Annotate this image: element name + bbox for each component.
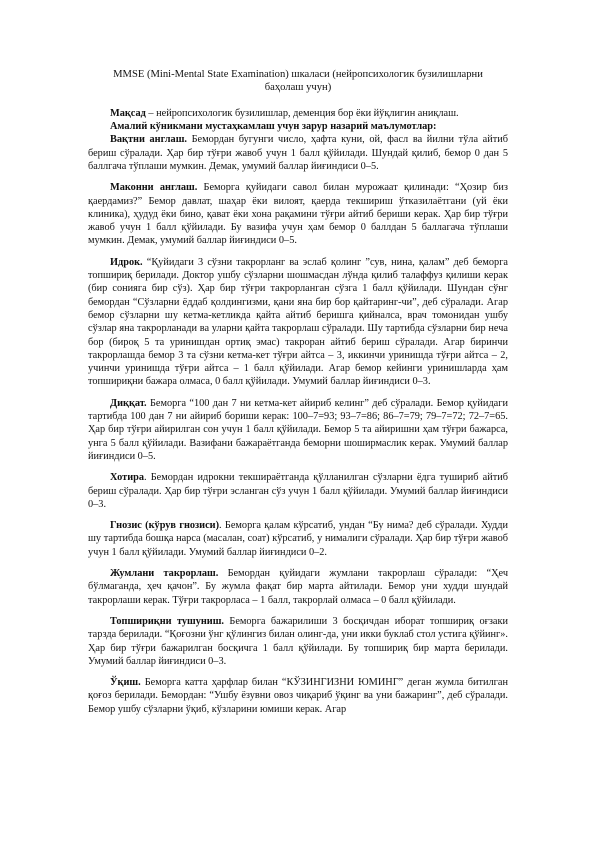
section-comprehension [88,615,508,668]
section-repetition [88,567,508,607]
section-text: Беморга “100 дан 7 ни кетма-кет айириб келинг” деб сўралади. Бемор қуйидаги тартибда 100 дан 7 ни айириб бориши керак: 100–7=93; 93–7=86; 86–7=79; 79–7=72; 72–7=65. Ҳар бир тўғри айирилган сон учун 1 балл қўйилади. Бемор 5 та айиришни ҳам тўғри бажарса, унга 5 балл қўйилади. Вазифани бажараётганда беморни шоширмаслик керак. Умумий баллар йиғиндиси 0–5. [88,397,508,462]
document-title: MMSE (Mini-Mental State Examination) шкаласи (нейропсихологик бузилишларни баҳолаш учун) [113,69,483,94]
section-heading: Гнозис (кўрув гнозиси) [110,520,220,532]
section-heading: Жумлани такрорлаш. [110,568,219,580]
purpose-text: – нейропсихологик бузилишлар, деменция бор ёки йўқлигин аниқлаш. [145,107,459,119]
section-text: Бемордан қуйидаги жумлани такрорлаш сўралади: “Ҳеч бўлмаганда, ҳеч қачон”. Бу жумла фақат бир марта айтилади. Бемор уни худди шундай такрорлаши керак. Тўғри такрорласа – 1 балл, такрорлай олмаса – 0 балл қўйилади. [88,568,508,606]
required-info-heading: Амалий кўникмани мустаҳкамлаш учун зарур назарий маълумотлар: [110,121,437,133]
section-heading: Топшириқни тушуниш. [110,615,225,627]
section-text: Беморга қуйидаги савол билан мурожаат қилинади: “Ҳозир биз қаердамиз?” Бемор давлат, шаҳар ёки вилоят, қаерда текшириш ўтказилаётгани (уй ёки клиника), ҳудуд ёки бино, қават ёки хона рақамини тўғри айтиб бериши керак. Ҳар бир тўғри жавоб учун 1 балл қўйилади. Бу вазифа учун ҳам бемор 0 баллдан 5 баллагача тўплаши мумкин. Демак, умумий баллар йиғиндиси 0–5. [88,182,508,247]
section-time-orientation [88,133,508,173]
section-heading: Вақтни англаш. [110,134,187,146]
purpose-label: Мақсад [110,107,146,119]
section-heading: Маконни англаш. [110,182,198,194]
section-text: Беморга бажарилиши 3 босқичдан иборат топшириқ оғзаки тарзда берилади. “Қоғозни ўнг қўлингиз билан олинг-да, уни икки буклаб стол устига қўйинг». Ҳар бир тўғри бажарилган босқичга 1 балл қўйилади. Бу топшириқ бир марта берилади. Умумий баллар йиғиндиси 0–3. [88,615,508,667]
section-text: Беморга катта ҳарфлар билан “КЎЗИНГИЗНИ ЮМИНГ” деган жумла битилган қоғоз берилади. Бемордан: “Ушбу ёзувни овоз чиқариб ўқинг ва уни бажаринг”, деб сўралади. Бемор ушбу сўзларни ўқиб, кўзларини юмиши керак. Агар [88,677,508,715]
section-text: . Беморга қалам кўрсатиб, ундан “Бу нима? деб сўралади. Худди шу тартибда бошқа нарса (масалан, соат) кўрсатиб, у нималиги сўралади. Ҳар бир тўғри жавоб учун 1 балл қўйилади. Умумий баллар йиғиндиси 0–2. [88,520,508,558]
section-memory [88,471,508,511]
section-reading [88,676,508,716]
section-text: “Қуйидаги 3 сўзни такрорланг ва эслаб қолинг ”сув, нина, қалам” деб беморга топшириқ берилади. Доктор ушбу сўзларни шошмасдан лўнда қилиб талаффуз қилиши керак (бир сонияга бир сўз). Ҳар бир тўғри такрорланган сўзга 1 балл қўйилади. Шундан сўнг бемордан “Сўзларни ёддаб қолдингизми, қани яна бир бор қайтаринг-чи”, деб сўралади. Агар бемор сўзларни шу кетма-кетликда қайта айтиб беришга қийналса, врач томонидан ушбу сўзлар яна такрорланади ва уларни қайта такрорлаш сўралади. Шу тартибда сўзларни бир неча бор (бироқ 5 та уринишдан ортиқ эмас) такроран айтиб бериш сўралади. Агар биринчи такрорлашда бемор 3 та сўзни кетма-кет тўғри айтса – 3, иккинчи уринишда тўғри айтса – 2, учинчи уринишда тўғри айтса – 1 балл қўйилади. Агар бемор кейинги уринишларда ҳам топшириқни бажара олмаса, 0 балл қўйилади. Умумий баллар йиғиндиси 0–3. [88,256,508,388]
section-heading: Идрок. [110,256,143,268]
section-registration [88,256,508,389]
section-gnosis [88,519,508,559]
section-text: . Бемордан идрокни текшираётганда қўлланилган сўзларни ёдга тушириб айтиб бериш сўралади. Ҳар бир тўғри эсланган сўз учун 1 балл қўйилади. Умумий баллар йиғиндиси 0–3. [88,472,508,510]
section-text: Бемордан бугунги число, ҳафта куни, ой, фасл ва йилни тўла айтиб бериш сўралади. Ҳар бир тўғри жавоб учун 1 балл қўйилади. Шундай қилиб, бемор 0 дан 5 баллгача тўплаши мумкин. Демак, умумий баллар йиғиндиси 0–5. [88,134,509,172]
purpose-line [88,107,508,120]
section-attention [88,397,508,463]
section-place-orientation [88,181,508,247]
section-heading: Хотира [110,472,144,484]
section-heading: Диққат. [110,397,147,409]
section-heading: Ўқиш. [110,677,141,689]
